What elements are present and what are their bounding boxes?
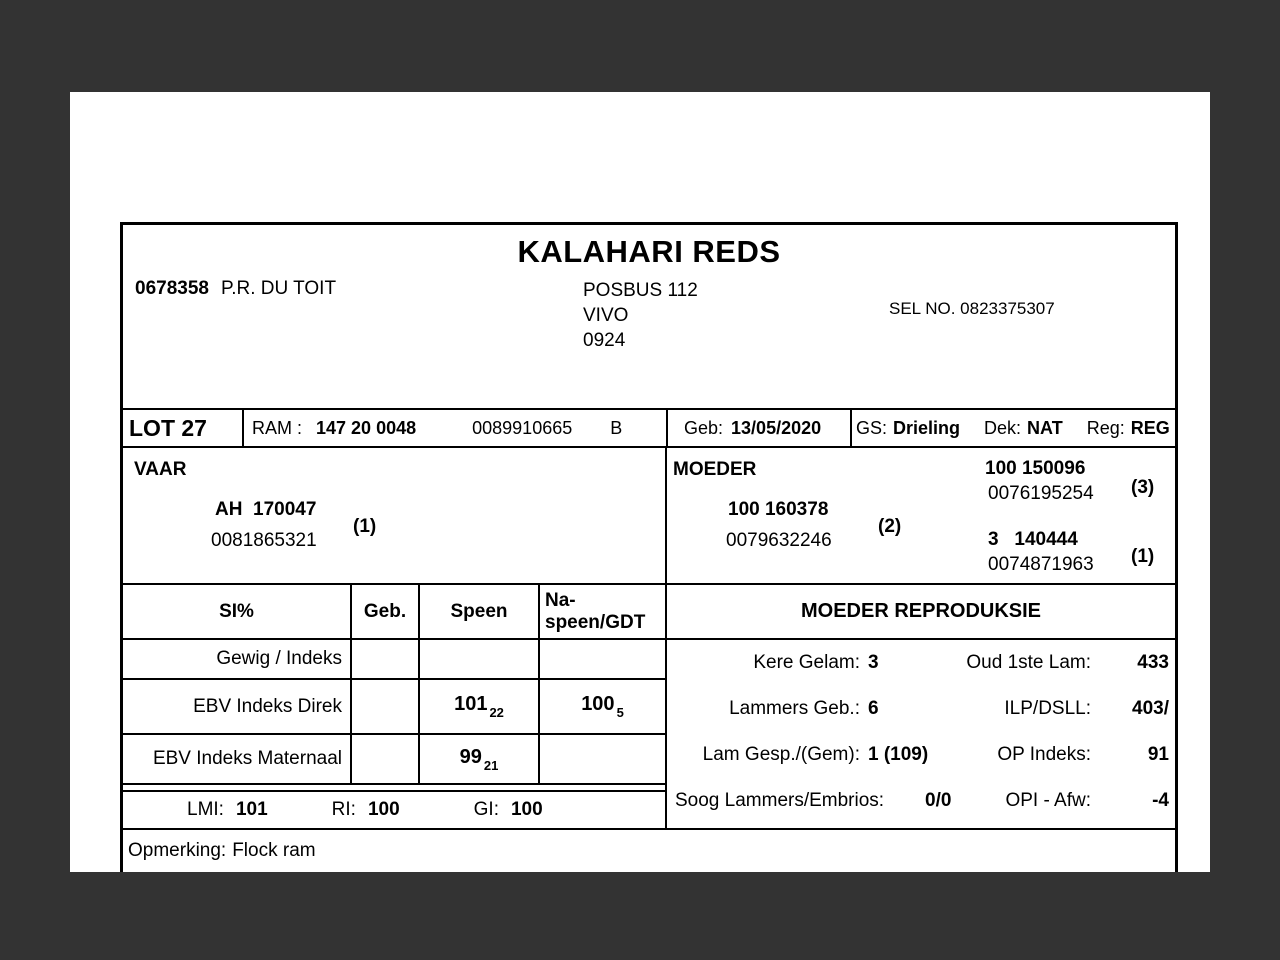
status-cell bbox=[852, 410, 1175, 446]
ebv-table-header-row bbox=[123, 585, 665, 640]
gs-value: Drieling bbox=[893, 417, 961, 438]
breeder-address bbox=[583, 278, 698, 353]
birthdate-cell bbox=[668, 410, 852, 446]
reg-value: REG bbox=[1130, 417, 1170, 438]
dam-sire-count: (3) bbox=[1131, 477, 1155, 498]
dam-sire-id: 100 150096 bbox=[985, 458, 1086, 479]
ebv-table bbox=[123, 585, 665, 785]
lmi-label: LMI: bbox=[187, 799, 224, 820]
ram-sex: B bbox=[610, 417, 623, 438]
gs-label: GS: bbox=[856, 417, 888, 438]
dam-section-label: MOEDER bbox=[673, 459, 757, 480]
row-label: Gewig / Indeks bbox=[123, 640, 352, 680]
sire-section-label: VAAR bbox=[134, 459, 187, 480]
sire-reg: 0081865321 bbox=[211, 530, 317, 551]
ebv-table-row bbox=[123, 640, 665, 680]
sire-count: (1) bbox=[353, 516, 377, 537]
op-indeks-label: OP Indeks: bbox=[997, 744, 1091, 765]
ri-value: 100 bbox=[367, 799, 400, 820]
cell-number: SEL NO. 0823375307 bbox=[889, 299, 1055, 318]
address-line-1: POSBUS 112 bbox=[583, 280, 698, 301]
reproduction-section bbox=[667, 585, 1175, 824]
naspeen-cell bbox=[540, 680, 665, 735]
dam-dam-id: 3 140444 bbox=[988, 529, 1078, 550]
kere-gelam-value: 3 bbox=[868, 652, 879, 673]
dek-label: Dek: bbox=[984, 417, 1022, 438]
row-label: EBV Indeks Direk bbox=[123, 680, 352, 735]
speen-cell bbox=[420, 735, 540, 785]
col-header-si: SI% bbox=[123, 585, 352, 640]
ebv-table-row bbox=[123, 680, 665, 735]
breeder-line bbox=[135, 278, 336, 300]
reproduction-title: MOEDER REPRODUKSIE bbox=[667, 585, 1175, 640]
card-header bbox=[123, 225, 1175, 351]
dam-dam-reg: 0074871963 bbox=[988, 554, 1094, 575]
dam-reg: 0079632246 bbox=[726, 530, 832, 551]
dam-count: (2) bbox=[878, 516, 902, 537]
soog-lammers-value: 0/0 bbox=[925, 790, 952, 811]
reg-label: Reg: bbox=[1086, 417, 1125, 438]
col-header-naspeen: Na-speen/GDT bbox=[540, 585, 665, 640]
naspeen-cell bbox=[540, 735, 665, 785]
dek-value: NAT bbox=[1027, 417, 1063, 438]
oud-1ste-lam-label: Oud 1ste Lam: bbox=[966, 652, 1091, 673]
dam-sire-reg: 0076195254 bbox=[988, 483, 1094, 504]
speen-cell bbox=[420, 680, 540, 735]
ilp-dsll-value: 403/ bbox=[1132, 698, 1169, 719]
ram-label: RAM : bbox=[252, 417, 303, 438]
document-page bbox=[70, 92, 1210, 872]
speen-value: 99 bbox=[459, 745, 482, 768]
reproduction-row bbox=[667, 778, 1175, 824]
naspeen-cell bbox=[540, 640, 665, 680]
reproduction-row bbox=[667, 640, 1175, 686]
speen-value: 101 bbox=[454, 693, 488, 715]
lammers-geb-label: Lammers Geb.: bbox=[729, 698, 860, 719]
geb-cell bbox=[352, 640, 420, 680]
ram-id: 147 20 0048 bbox=[316, 417, 417, 438]
catalog-card bbox=[120, 222, 1178, 872]
geb-label: Geb: bbox=[684, 417, 724, 438]
address-line-3: 0924 bbox=[583, 330, 626, 351]
oud-1ste-lam-value: 433 bbox=[1137, 652, 1169, 673]
speen-accuracy: 22 bbox=[489, 705, 504, 720]
naspeen-value: 100 bbox=[581, 693, 615, 715]
ram-reg-number: 0089910665 bbox=[472, 417, 573, 438]
remark-label: Opmerking: bbox=[128, 840, 227, 861]
lmi-value: 101 bbox=[235, 799, 268, 820]
lam-gesp-label: Lam Gesp./(Gem): bbox=[702, 744, 860, 765]
naspeen-accuracy: 5 bbox=[616, 705, 624, 720]
remark-text: Flock ram bbox=[232, 840, 316, 861]
opi-afw-label: OPI - Afw: bbox=[1005, 790, 1091, 811]
lot-info-row bbox=[123, 408, 1175, 448]
soog-lammers-label: Soog Lammers/Embrios: bbox=[675, 790, 885, 811]
breeder-name: P.R. DU TOIT bbox=[220, 278, 337, 299]
speen-cell bbox=[420, 640, 540, 680]
pedigree-section bbox=[123, 448, 1175, 585]
ebv-table-row bbox=[123, 735, 665, 785]
index-summary-row bbox=[123, 790, 665, 828]
kere-gelam-label: Kere Gelam: bbox=[753, 652, 860, 673]
reproduction-row bbox=[667, 686, 1175, 732]
sire-id: AH 170047 bbox=[215, 499, 317, 520]
lam-gesp-value: 1 (109) bbox=[868, 744, 929, 765]
ri-label: RI: bbox=[331, 799, 356, 820]
geb-value: 13/05/2020 bbox=[731, 417, 822, 438]
address-line-2: VIVO bbox=[583, 305, 629, 326]
ram-id-cell bbox=[244, 410, 668, 446]
dam-dam-count: (1) bbox=[1131, 546, 1155, 567]
ilp-dsll-label: ILP/DSLL: bbox=[1004, 698, 1091, 719]
lot-number: LOT 27 bbox=[123, 410, 244, 446]
row-label: EBV Indeks Maternaal bbox=[123, 735, 352, 785]
speen-accuracy: 21 bbox=[483, 757, 499, 773]
lammers-geb-value: 6 bbox=[868, 698, 879, 719]
remark-line bbox=[123, 830, 1175, 862]
breed-title: KALAHARI REDS bbox=[517, 234, 781, 269]
col-header-speen: Speen bbox=[420, 585, 540, 640]
gi-value: 100 bbox=[510, 799, 543, 820]
gi-label: GI: bbox=[473, 799, 499, 820]
geb-cell bbox=[352, 735, 420, 785]
op-indeks-value: 91 bbox=[1147, 744, 1169, 765]
col-header-geb: Geb. bbox=[352, 585, 420, 640]
geb-cell bbox=[352, 680, 420, 735]
dam-id: 100 160378 bbox=[728, 499, 829, 520]
breeder-number: 0678358 bbox=[135, 278, 209, 299]
opi-afw-value: -4 bbox=[1152, 790, 1169, 811]
reproduction-row bbox=[667, 732, 1175, 778]
